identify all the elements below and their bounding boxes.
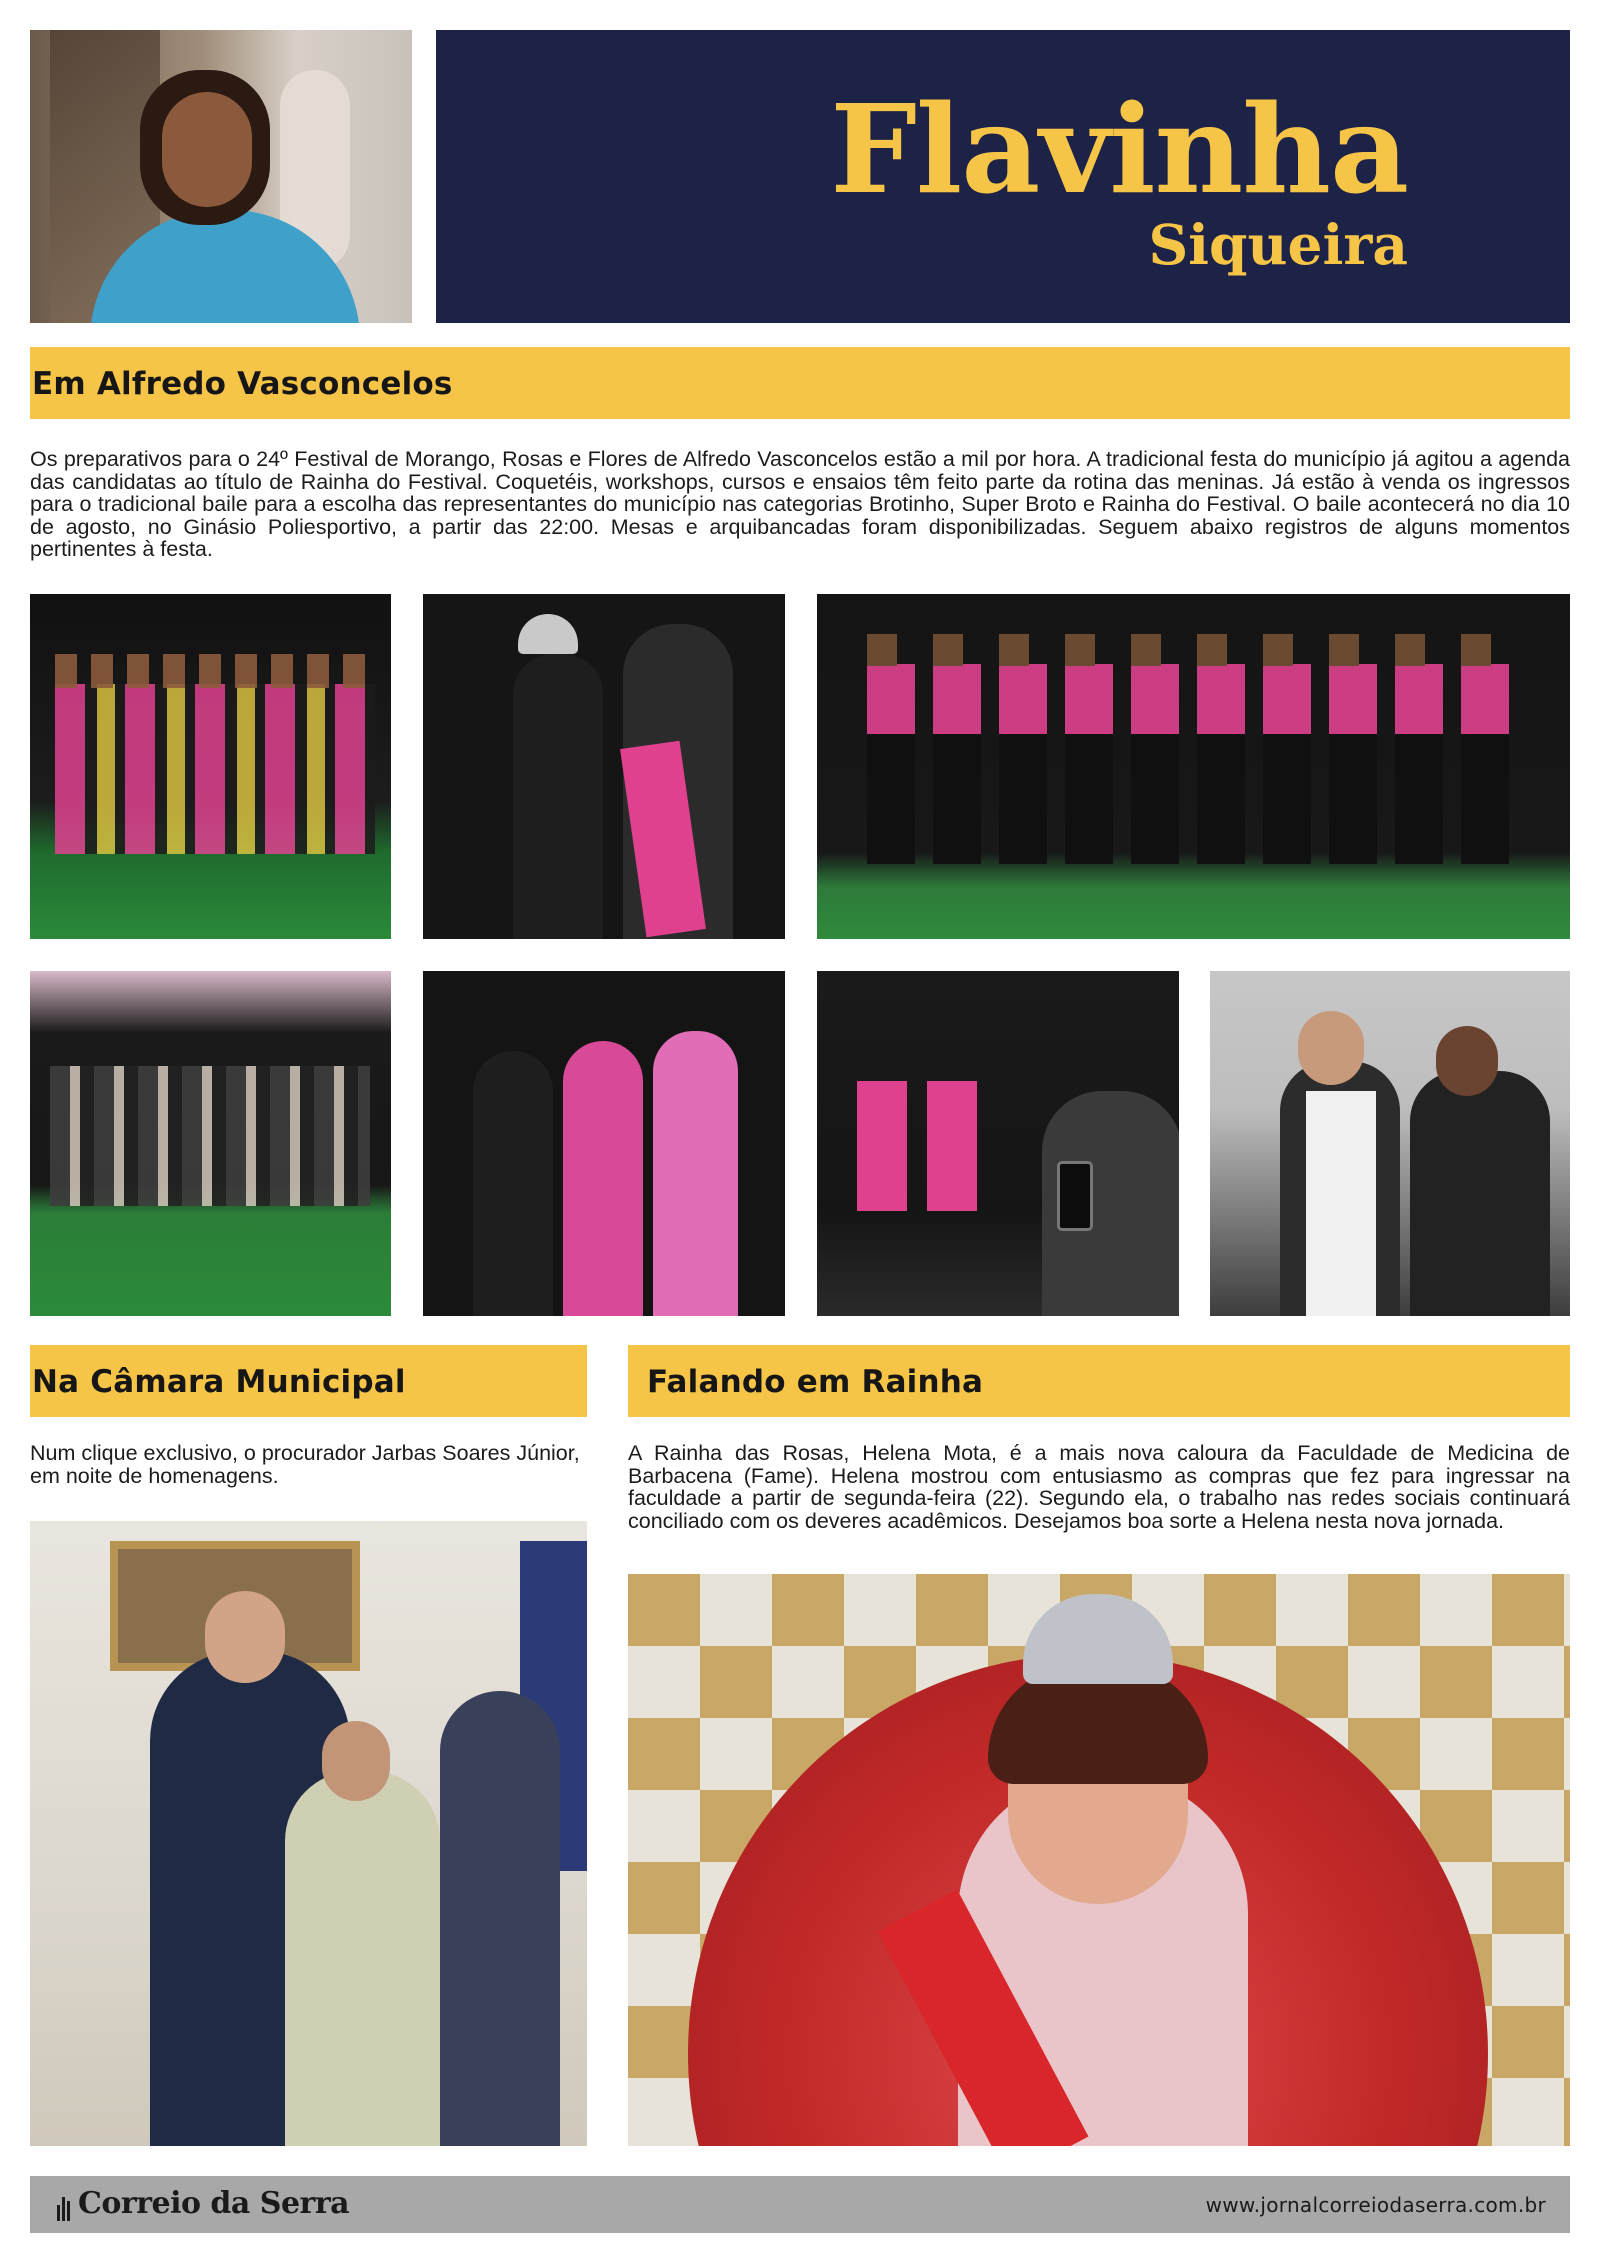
newspaper-logo [57, 2186, 349, 2221]
section-title: Falando em Rainha [647, 1364, 984, 1400]
section-title: Na Câmara Municipal [32, 1364, 406, 1400]
gallery-photo-guests-flowers [30, 971, 391, 1316]
section-title: Em Alfredo Vasconcelos [32, 366, 453, 402]
gallery-photo-candidates-lineup [817, 594, 1570, 939]
article-body-camara: Num clique exclusivo, o procurador Jarbas Soares Júnior, em noite de homenagens. [30, 1441, 580, 1488]
section-header-rainha [628, 1345, 1570, 1417]
logo-bars-icon [57, 2186, 72, 2221]
footer-bar [30, 2176, 1570, 2233]
photo-camara-municipal [30, 1521, 587, 2146]
columnist-portrait-photo [30, 30, 412, 323]
columnist-name: Flavinha [830, 77, 1408, 221]
gallery-photo-three-queens [423, 971, 785, 1316]
gallery-photo-queens-sash [423, 594, 785, 939]
logo-text: Correio da Serra [78, 2186, 350, 2221]
website-url[interactable]: www.jornalcorreiodaserra.com.br [1205, 2193, 1546, 2217]
section-header-alfredo [30, 347, 1570, 419]
photo-rainha-helena [628, 1574, 1570, 2146]
gallery-photo-group-pink [30, 594, 391, 939]
article-body-rainha: A Rainha das Rosas, Helena Mota, é a mais nova caloura da Faculdade de Medicina de Barbacena (Fame). Helena mostrou com entusiasmo as compras que fez para ingressar na faculdade a partir de segunda-feira (22). Segundo ela, o trabalho nas redes sociais continuará conciliado com os deveres acadêmicos. Desejamos boa sorte a Helena nesta nova jornada. [628, 1441, 1570, 1533]
gallery-photo-phone-capture [817, 971, 1179, 1316]
gallery-photo-two-men [1210, 971, 1570, 1316]
columnist-surname: Siqueira [1148, 212, 1408, 277]
article-body-alfredo: Os preparativos para o 24º Festival de Morango, Rosas e Flores de Alfredo Vasconcelos estão a mil por hora. A tradicional festa do município já agitou a agenda das candidatas ao título de Rainha do Festival. Coquetéis, workshops, cursos e ensaios têm feito parte da rotina das meninas. Já estão à venda os ingressos para o tradicional baile para a escolha das representantes do município nas categorias Brotinho, Super Broto e Rainha do Festival. O baile acontecerá no dia 10 de agosto, no Ginásio Poliesportivo, a partir das 22:00. Mesas e arquibancadas foram disponibilizadas. Seguem abaixo registros de alguns momentos pertinentes à festa. [30, 447, 1570, 561]
section-header-camara [30, 1345, 587, 1417]
masthead [436, 30, 1570, 323]
